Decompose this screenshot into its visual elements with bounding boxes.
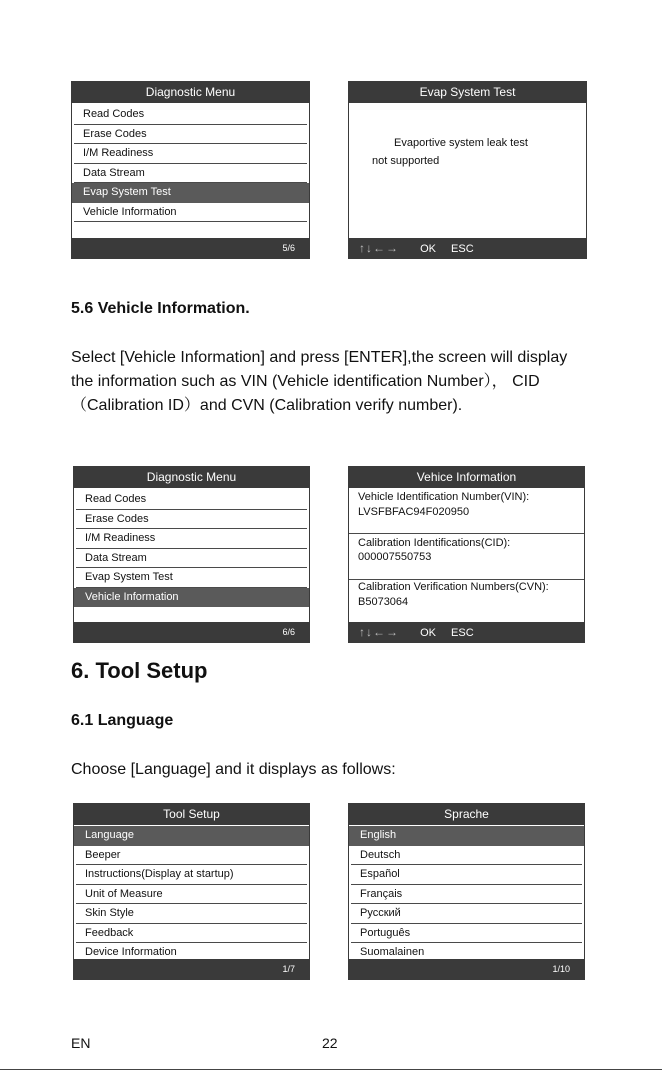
arrow-keys-icon[interactable]: ↑↓←→ xyxy=(359,241,399,255)
page-indicator: 6/6 xyxy=(282,627,295,637)
menu-item-data-stream[interactable]: Data Stream xyxy=(74,164,307,184)
menu-item-evap-system-test[interactable]: Evap System Test xyxy=(76,568,307,588)
language-item-english[interactable]: English xyxy=(349,826,584,846)
menu-item-unit-of-measure[interactable]: Unit of Measure xyxy=(76,885,307,905)
menu-item-read-codes[interactable]: Read Codes xyxy=(74,105,307,125)
footer-language: EN xyxy=(71,1035,91,1051)
cvn-label: Calibration Verification Numbers(CVN): xyxy=(358,581,549,593)
menu-item-vehicle-information[interactable]: Vehicle Information xyxy=(74,588,309,608)
ok-button[interactable]: OK xyxy=(420,243,436,255)
status-bar xyxy=(349,959,584,979)
esc-button[interactable]: ESC xyxy=(451,627,474,639)
language-item-russian[interactable]: Русский xyxy=(351,904,582,924)
language-item-deutsch[interactable]: Deutsch xyxy=(351,846,582,866)
screen-title: Vehice Information xyxy=(349,467,584,488)
section-paragraph-5-6: Select [Vehicle Information] and press [ENTER],the screen will display the information such as VIN (Vehicle identification Number）， CID（Calibration ID）and CVN (Calibration verify number). xyxy=(71,349,568,414)
message-line-1: Evaportive system leak test xyxy=(394,137,528,149)
diagnostic-menu-screen-1 xyxy=(71,81,310,259)
menu-item-language[interactable]: Language xyxy=(74,826,309,846)
cid-block xyxy=(349,534,584,580)
vehicle-information-screen xyxy=(348,466,585,643)
screen-title: Tool Setup xyxy=(74,804,309,825)
message-line-2: not supported xyxy=(372,155,440,167)
evap-system-test-screen xyxy=(348,81,587,259)
language-item-suomalainen[interactable]: Suomalainen xyxy=(351,943,582,963)
footer-page-number: 22 xyxy=(322,1035,338,1051)
menu-item-read-codes[interactable]: Read Codes xyxy=(76,490,307,510)
nav-bar xyxy=(349,238,586,258)
status-bar xyxy=(74,959,309,979)
screen-title: Evap System Test xyxy=(349,82,586,103)
page-indicator: 1/10 xyxy=(552,964,570,974)
arrow-keys-icon[interactable]: ↑↓←→ xyxy=(359,625,399,639)
menu-item-skin-style[interactable]: Skin Style xyxy=(76,904,307,924)
ok-button[interactable]: OK xyxy=(420,627,436,639)
section-heading-6-1: 6.1 Language xyxy=(71,712,174,729)
language-screen xyxy=(348,803,585,980)
menu-item-feedback[interactable]: Feedback xyxy=(76,924,307,944)
section-heading-6: 6. Tool Setup xyxy=(71,658,208,683)
page-indicator: 5/6 xyxy=(282,243,295,253)
vin-value: LVSFBFAC94F020950 xyxy=(358,506,470,518)
language-item-espanol[interactable]: Español xyxy=(351,865,582,885)
screen-title: Diagnostic Menu xyxy=(72,82,309,103)
section-heading-5-6: 5.6 Vehicle Information. xyxy=(71,300,250,317)
menu-item-im-readiness[interactable]: I/M Readiness xyxy=(74,144,307,164)
menu-item-vehicle-information[interactable]: Vehicle Information xyxy=(74,203,307,223)
menu-item-erase-codes[interactable]: Erase Codes xyxy=(76,510,307,530)
status-bar xyxy=(74,622,309,642)
screen-title: Diagnostic Menu xyxy=(74,467,309,488)
section-paragraph-6-1: Choose [Language] and it displays as follows: xyxy=(71,761,396,778)
tool-setup-screen xyxy=(73,803,310,980)
menu-item-evap-system-test[interactable]: Evap System Test xyxy=(72,183,309,203)
language-item-francais[interactable]: Français xyxy=(351,885,582,905)
status-bar xyxy=(72,238,309,258)
menu-item-im-readiness[interactable]: I/M Readiness xyxy=(76,529,307,549)
menu-item-beeper[interactable]: Beeper xyxy=(76,846,307,866)
vin-label: Vehicle Identification Number(VIN): xyxy=(358,491,530,503)
menu-item-data-stream[interactable]: Data Stream xyxy=(76,549,307,569)
esc-button[interactable]: ESC xyxy=(451,243,474,255)
nav-bar xyxy=(349,622,584,642)
page-indicator: 1/7 xyxy=(282,964,295,974)
menu-item-device-information[interactable]: Device Information xyxy=(76,943,307,963)
vin-block xyxy=(349,488,584,534)
menu-item-erase-codes[interactable]: Erase Codes xyxy=(74,125,307,145)
cid-label: Calibration Identifications(CID): xyxy=(358,537,511,549)
menu-item-instructions[interactable]: Instructions(Display at startup) xyxy=(76,865,307,885)
language-item-portugues[interactable]: Português xyxy=(351,924,582,944)
cvn-value: B5073064 xyxy=(358,596,409,608)
footer-divider xyxy=(0,1069,662,1070)
diagnostic-menu-screen-2 xyxy=(73,466,310,643)
cid-value: 000007550753 xyxy=(358,551,432,563)
screen-title: Sprache xyxy=(349,804,584,825)
